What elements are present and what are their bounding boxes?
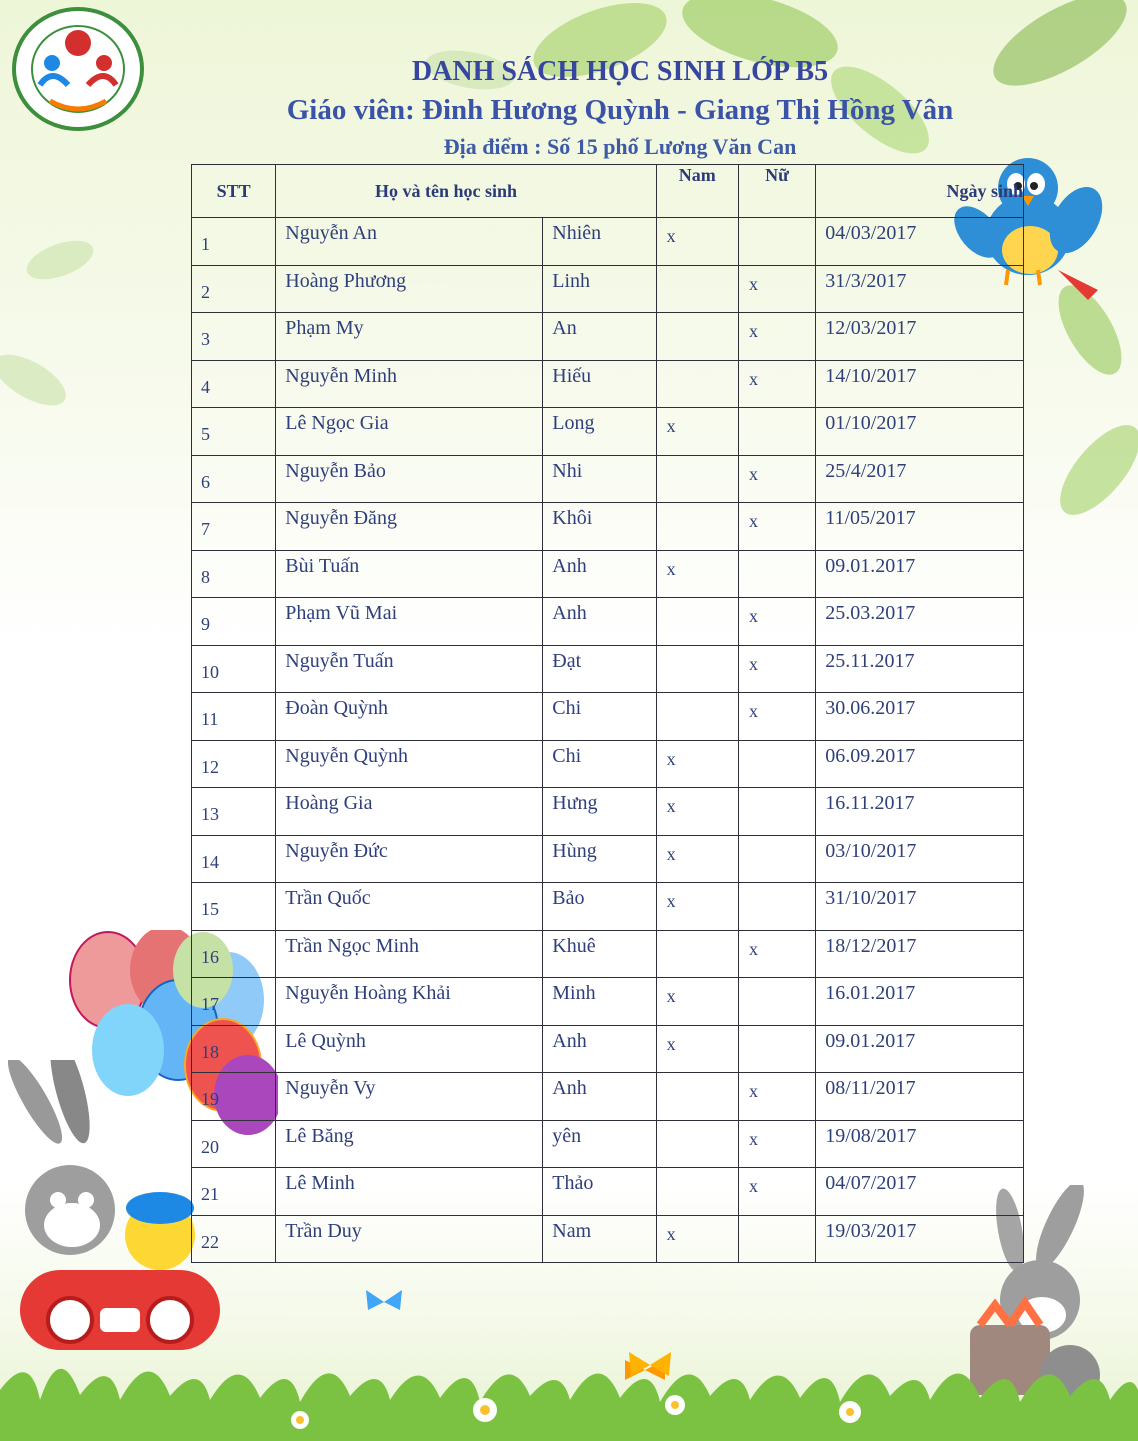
row-stt: 20: [192, 1120, 276, 1168]
row-stt: 1: [192, 218, 276, 266]
row-female-mark: x: [738, 455, 815, 503]
row-stt: 4: [192, 360, 276, 408]
table-row: [192, 835, 1024, 883]
row-first-name: Trần Ngọc Minh: [276, 930, 543, 978]
row-dob: 16.01.2017: [816, 978, 1024, 1026]
row-dob: 11/05/2017: [816, 503, 1024, 551]
row-first-name: Phạm My: [276, 313, 543, 361]
table-row: [192, 740, 1024, 788]
row-stt: 18: [192, 1025, 276, 1073]
row-male-mark: x: [656, 978, 738, 1026]
row-dob: 30.06.2017: [816, 693, 1024, 741]
row-stt: 7: [192, 503, 276, 551]
table-row: [192, 930, 1024, 978]
row-dob: 09.01.2017: [816, 1025, 1024, 1073]
row-stt: 19: [192, 1073, 276, 1121]
row-last-name: Hùng: [543, 835, 656, 883]
row-female-mark: x: [738, 693, 815, 741]
row-first-name: Trần Quốc: [276, 883, 543, 931]
table-row: [192, 218, 1024, 266]
row-female-mark: [738, 550, 815, 598]
row-male-mark: x: [656, 408, 738, 456]
row-dob: 01/10/2017: [816, 408, 1024, 456]
row-dob: 09.01.2017: [816, 550, 1024, 598]
header-male: Nam: [656, 165, 738, 218]
row-male-mark: x: [656, 788, 738, 836]
row-dob: 25/4/2017: [816, 455, 1024, 503]
page-title: DANH SÁCH HỌC SINH LỚP B5: [411, 56, 829, 87]
row-male-mark: [656, 930, 738, 978]
row-first-name: Nguyễn An: [276, 218, 543, 266]
row-female-mark: x: [738, 1120, 815, 1168]
row-male-mark: [656, 693, 738, 741]
row-dob: 08/11/2017: [816, 1073, 1024, 1121]
row-dob: 19/03/2017: [816, 1215, 1024, 1263]
row-last-name: Khôi: [543, 503, 656, 551]
row-first-name: Hoàng Phương: [276, 265, 543, 313]
row-female-mark: x: [738, 1073, 815, 1121]
row-last-name: Bảo: [543, 883, 656, 931]
row-female-mark: x: [738, 598, 815, 646]
row-last-name: Nhiên: [543, 218, 656, 266]
row-female-mark: x: [738, 930, 815, 978]
row-last-name: Đạt: [543, 645, 656, 693]
row-first-name: Bùi Tuấn: [276, 550, 543, 598]
row-stt: 15: [192, 883, 276, 931]
row-stt: 14: [192, 835, 276, 883]
table-row: [192, 313, 1024, 361]
header-name: Họ và tên học sinh: [276, 165, 656, 218]
row-dob: 04/03/2017: [816, 218, 1024, 266]
student-table: [191, 164, 1024, 1263]
row-female-mark: x: [738, 360, 815, 408]
row-stt: 12: [192, 740, 276, 788]
row-male-mark: [656, 1120, 738, 1168]
row-last-name: Hưng: [543, 788, 656, 836]
row-first-name: Trần Duy: [276, 1215, 543, 1263]
row-last-name: Chi: [543, 693, 656, 741]
row-first-name: Phạm Vũ Mai: [276, 598, 543, 646]
row-male-mark: x: [656, 835, 738, 883]
row-male-mark: [656, 265, 738, 313]
row-female-mark: [738, 788, 815, 836]
row-last-name: Nhi: [543, 455, 656, 503]
row-female-mark: x: [738, 645, 815, 693]
row-first-name: Hoàng Gia: [276, 788, 543, 836]
row-stt: 2: [192, 265, 276, 313]
row-first-name: Lê Ngọc Gia: [276, 408, 543, 456]
row-male-mark: x: [656, 883, 738, 931]
row-female-mark: [738, 978, 815, 1026]
row-female-mark: x: [738, 313, 815, 361]
row-male-mark: [656, 645, 738, 693]
row-last-name: Long: [543, 408, 656, 456]
row-first-name: Nguyễn Đức: [276, 835, 543, 883]
row-stt: 10: [192, 645, 276, 693]
table-row: [192, 1215, 1024, 1263]
row-male-mark: x: [656, 1025, 738, 1073]
row-dob: 31/10/2017: [816, 883, 1024, 931]
row-last-name: Anh: [543, 1073, 656, 1121]
header-stt: STT: [192, 165, 276, 218]
row-last-name: Chi: [543, 740, 656, 788]
butterfly-icon: [362, 1288, 406, 1316]
row-last-name: Anh: [543, 598, 656, 646]
table-row: [192, 1025, 1024, 1073]
row-stt: 16: [192, 930, 276, 978]
row-first-name: Nguyễn Hoàng Khải: [276, 978, 543, 1026]
row-first-name: Đoàn Quỳnh: [276, 693, 543, 741]
row-first-name: Nguyễn Minh: [276, 360, 543, 408]
row-male-mark: x: [656, 1215, 738, 1263]
table-row: [192, 503, 1024, 551]
table-row: [192, 1168, 1024, 1216]
row-dob: 03/10/2017: [816, 835, 1024, 883]
table-row: [192, 978, 1024, 1026]
row-male-mark: [656, 503, 738, 551]
row-last-name: Khuê: [543, 930, 656, 978]
row-dob: 12/03/2017: [816, 313, 1024, 361]
table-row: [192, 265, 1024, 313]
row-female-mark: [738, 1215, 815, 1263]
row-stt: 3: [192, 313, 276, 361]
row-male-mark: [656, 313, 738, 361]
row-last-name: Thảo: [543, 1168, 656, 1216]
row-first-name: Nguyễn Quỳnh: [276, 740, 543, 788]
row-male-mark: [656, 1073, 738, 1121]
row-first-name: Nguyễn Bảo: [276, 455, 543, 503]
table-row: [192, 408, 1024, 456]
row-last-name: Nam: [543, 1215, 656, 1263]
table-row: [192, 883, 1024, 931]
row-last-name: Anh: [543, 1025, 656, 1073]
teachers-line: Giáo viên: Đinh Hương Quỳnh - Giang Thị Hồng Vân: [286, 94, 954, 126]
table-row: [192, 788, 1024, 836]
row-last-name: Anh: [543, 550, 656, 598]
table-row: [192, 1120, 1024, 1168]
header-female: Nữ: [738, 165, 815, 218]
butterfly-icon: [625, 1350, 675, 1380]
row-dob: 25.11.2017: [816, 645, 1024, 693]
row-female-mark: [738, 740, 815, 788]
row-dob: 31/3/2017: [816, 265, 1024, 313]
table-row: [192, 693, 1024, 741]
row-stt: 17: [192, 978, 276, 1026]
row-last-name: yên: [543, 1120, 656, 1168]
row-female-mark: [738, 835, 815, 883]
row-dob: 16.11.2017: [816, 788, 1024, 836]
row-dob: 04/07/2017: [816, 1168, 1024, 1216]
row-male-mark: x: [656, 740, 738, 788]
row-female-mark: x: [738, 503, 815, 551]
location-line: Địa điểm : Số 15 phố Lương Văn Can: [443, 134, 797, 159]
row-dob: 25.03.2017: [816, 598, 1024, 646]
grass-flowers-decoration: [0, 1330, 1138, 1441]
row-stt: 13: [192, 788, 276, 836]
row-last-name: Linh: [543, 265, 656, 313]
row-first-name: Nguyễn Đăng: [276, 503, 543, 551]
row-female-mark: x: [738, 265, 815, 313]
row-stt: 11: [192, 693, 276, 741]
row-first-name: Lê Băng: [276, 1120, 543, 1168]
row-stt: 8: [192, 550, 276, 598]
header-dob: Ngày sinh: [816, 165, 1024, 218]
row-last-name: An: [543, 313, 656, 361]
row-male-mark: [656, 598, 738, 646]
row-male-mark: x: [656, 218, 738, 266]
row-dob: 19/08/2017: [816, 1120, 1024, 1168]
row-female-mark: [738, 218, 815, 266]
row-female-mark: [738, 883, 815, 931]
row-last-name: Hiếu: [543, 360, 656, 408]
row-dob: 18/12/2017: [816, 930, 1024, 978]
row-first-name: Nguyễn Vy: [276, 1073, 543, 1121]
table-row: [192, 645, 1024, 693]
row-first-name: Lê Minh: [276, 1168, 543, 1216]
row-stt: 22: [192, 1215, 276, 1263]
row-male-mark: x: [656, 550, 738, 598]
row-dob: 14/10/2017: [816, 360, 1024, 408]
row-first-name: Nguyễn Tuấn: [276, 645, 543, 693]
row-first-name: Lê Quỳnh: [276, 1025, 543, 1073]
table-row: [192, 1073, 1024, 1121]
row-female-mark: [738, 408, 815, 456]
table-row: [192, 550, 1024, 598]
table-row: [192, 598, 1024, 646]
row-male-mark: [656, 455, 738, 503]
row-female-mark: x: [738, 1168, 815, 1216]
row-stt: 9: [192, 598, 276, 646]
table-header-row: [192, 165, 1024, 218]
row-stt: 21: [192, 1168, 276, 1216]
row-dob: 06.09.2017: [816, 740, 1024, 788]
table-row: [192, 360, 1024, 408]
row-male-mark: [656, 1168, 738, 1216]
row-last-name: Minh: [543, 978, 656, 1026]
row-stt: 6: [192, 455, 276, 503]
table-row: [192, 455, 1024, 503]
row-stt: 5: [192, 408, 276, 456]
row-male-mark: [656, 360, 738, 408]
row-female-mark: [738, 1025, 815, 1073]
